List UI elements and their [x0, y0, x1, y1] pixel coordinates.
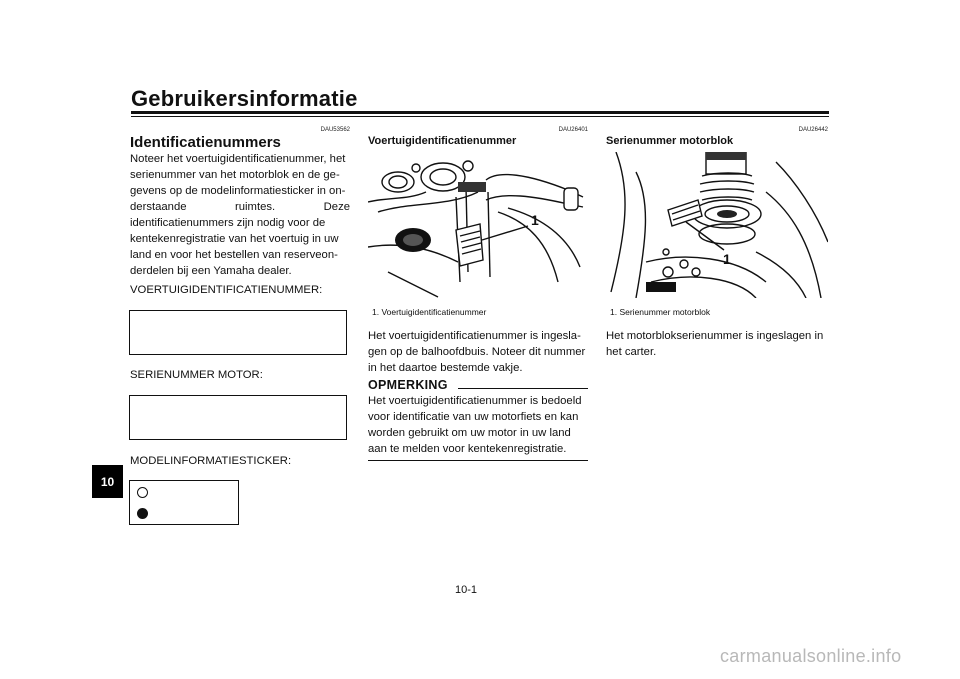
- model-sticker-box[interactable]: [129, 480, 239, 525]
- model-sticker-label: MODELINFORMATIESTICKER:: [130, 455, 292, 467]
- paragraph-line: serienummer van het motorblok en de ge-: [130, 169, 340, 181]
- note-heading: OPMERKING: [368, 378, 448, 392]
- paragraph-word: Deze: [323, 201, 350, 213]
- watermark: carmanualsonline.info: [720, 646, 902, 666]
- vin-field-label: VOERTUIGIDENTIFICATIENUMMER:: [130, 284, 323, 296]
- note-line: worden gebruikt om uw motor in uw land: [368, 427, 571, 439]
- note-body: [368, 393, 588, 457]
- header-rule-thin: [131, 116, 829, 117]
- note-heading-rule: [458, 388, 588, 389]
- callout-number: 1: [531, 212, 539, 228]
- intro-paragraph: [130, 151, 350, 279]
- engine-serial-illustration: [606, 152, 828, 298]
- paragraph-line: gen op de balhoofdbuis. Noteer dit nummer: [368, 346, 586, 358]
- paragraph-line: het carter.: [606, 346, 657, 358]
- paragraph-line: kentekenregistratie van het voertuig in uw: [130, 233, 339, 245]
- motorcycle-steering-head-drawing: [368, 152, 588, 298]
- paragraph-line: in het daartoe bestemde vakje.: [368, 362, 523, 374]
- figure-caption: 1. Voertuigidentificatienummer: [372, 307, 487, 317]
- header-rule: [131, 111, 829, 114]
- doc-code: DAU26401: [558, 127, 588, 133]
- paragraph-line: land en voor het bestellen van reserveon-: [130, 249, 338, 261]
- paragraph-word: derstaande: [130, 201, 187, 213]
- doc-code: DAU26442: [798, 127, 828, 133]
- doc-code: DAU53562: [320, 127, 350, 133]
- note-line: voor identificatie van uw motorfiets en kan: [368, 411, 579, 423]
- paragraph-line: gevens op de modelinformatiesticker in on-: [130, 185, 346, 197]
- open-circle-icon: [137, 487, 148, 498]
- paragraph-line: Het motorblokserienummer is ingeslagen in: [606, 330, 824, 342]
- page-title: Gebruikersinformatie: [131, 86, 358, 111]
- note-block: [368, 378, 588, 461]
- vin-entry-box[interactable]: [129, 310, 347, 355]
- engine-serial-paragraph: [606, 328, 828, 360]
- chapter-tab[interactable]: 10: [92, 465, 123, 498]
- paragraph-line: Het voertuigidentificatienummer is ingesla-: [368, 330, 581, 342]
- callout-number: 1: [723, 251, 731, 267]
- section-heading: Identificatienummers: [130, 134, 281, 151]
- paragraph-line: Noteer het voertuigidentificatienummer, het: [130, 153, 346, 165]
- page-number: 10-1: [455, 584, 478, 596]
- filled-circle-icon: [137, 508, 148, 519]
- vin-location-illustration: [368, 152, 588, 298]
- paragraph-line: [130, 199, 350, 215]
- note-line: aan te melden voor kentekenregistratie.: [368, 443, 567, 455]
- paragraph-line: identificatienummers zijn nodig voor de: [130, 217, 326, 229]
- figure-caption: 1. Serienummer motorblok: [610, 307, 711, 317]
- engine-serial-entry-box[interactable]: [129, 395, 347, 440]
- engine-field-label: SERIENUMMER MOTOR:: [130, 369, 263, 381]
- paragraph-word: ruimtes.: [234, 201, 276, 213]
- engine-crankcase-drawing: [606, 152, 828, 298]
- vin-paragraph: [368, 328, 588, 376]
- section-heading: Voertuigidentificatienummer: [368, 135, 517, 147]
- note-bottom-rule: [368, 460, 588, 461]
- note-heading-row: [368, 378, 588, 392]
- section-heading: Serienummer motorblok: [606, 135, 734, 147]
- paragraph-line: derdelen bij een Yamaha dealer.: [130, 265, 292, 277]
- note-line: Het voertuigidentificatienummer is bedoeld: [368, 395, 582, 407]
